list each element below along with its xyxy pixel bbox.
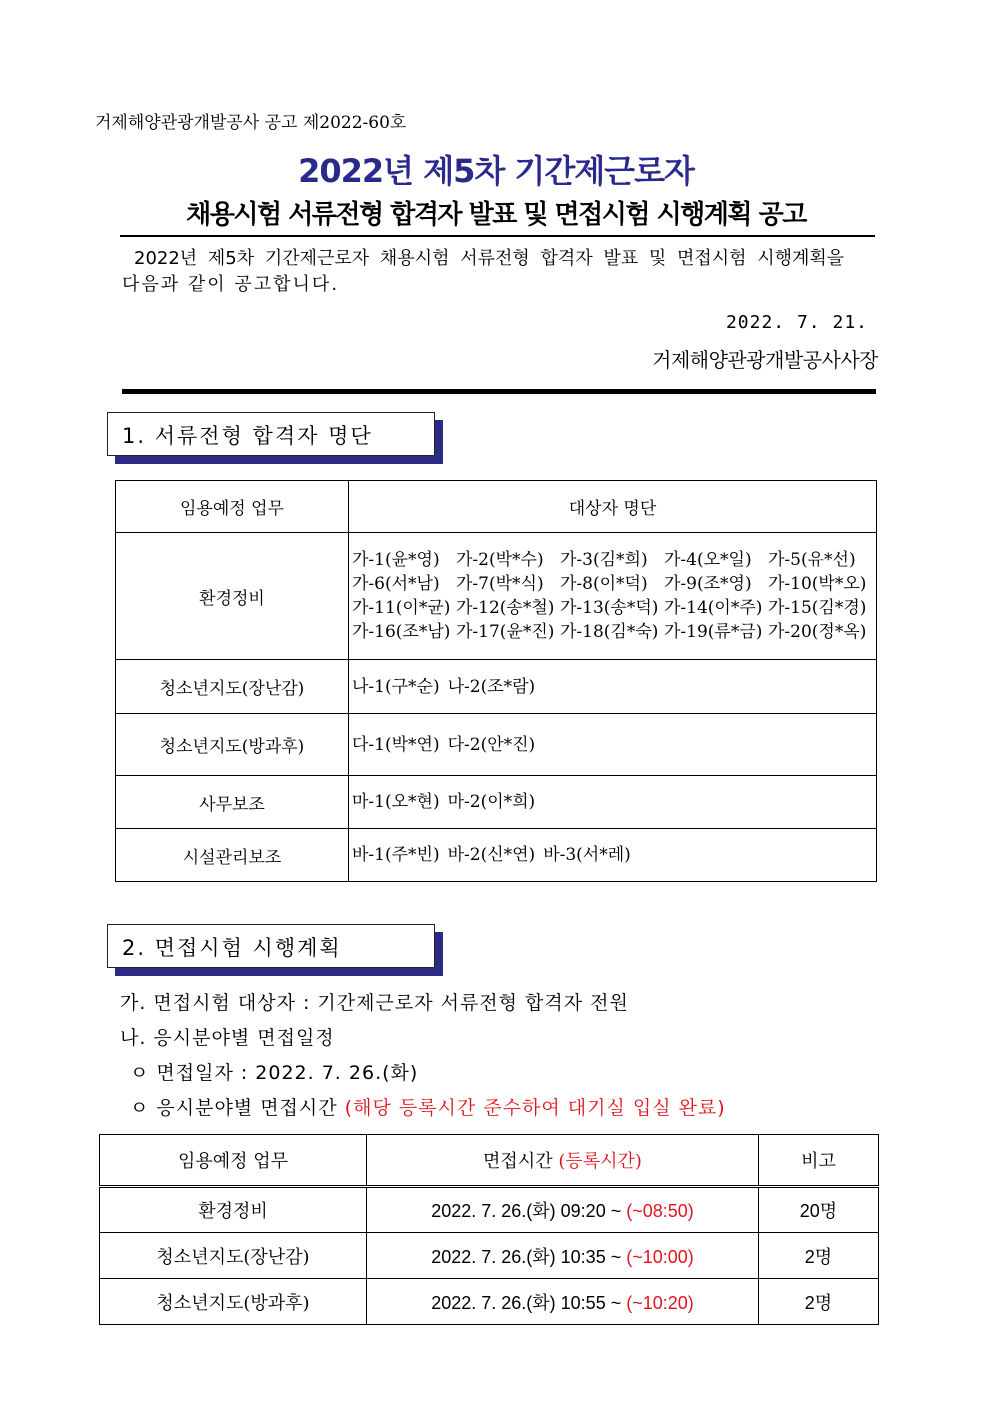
- item-ga: 가. 면접시험 대상자 : 기간제근로자 서류전형 합격자 전원: [120, 992, 629, 1014]
- candidate-name: 마-1(오*현): [352, 792, 440, 812]
- header-time-label: 면접시간: [483, 1151, 553, 1172]
- candidate-name: 가-2(박*수): [456, 550, 544, 570]
- names-cell: [349, 660, 877, 714]
- candidate-name: 가-19(류*금): [664, 622, 763, 642]
- note-cell: 2명: [759, 1233, 879, 1279]
- duty-cell: 환경정비: [100, 1187, 367, 1233]
- candidate-name: 가-17(윤*진): [456, 622, 555, 642]
- names-cell: [349, 829, 877, 882]
- candidate-name: 다-2(안*진): [447, 734, 536, 755]
- table-row: [100, 1187, 879, 1233]
- candidate-name: 가-16(조*남): [352, 622, 451, 642]
- candidate-name: 가-4(오*일): [664, 550, 752, 570]
- intro-paragraph: [122, 246, 872, 298]
- table-row: [116, 533, 877, 660]
- item-na: 나. 응시분야별 면접일정: [120, 1027, 335, 1049]
- time-cell: [367, 1279, 759, 1325]
- note-cell: 20명: [759, 1187, 879, 1233]
- candidate-name: 가-12(송*철): [456, 598, 555, 618]
- interview-time: 2022. 7. 26.(화) 10:35 ~: [431, 1246, 622, 1267]
- table-row: [100, 1233, 879, 1279]
- interview-time: 2022. 7. 26.(화) 10:55 ~: [431, 1292, 622, 1313]
- issuer-name: 거제해양관광개발공사사장: [652, 348, 878, 372]
- time-cell: [367, 1233, 759, 1279]
- header-names: 대상자 명단: [349, 481, 877, 533]
- duty-cell: 청소년지도(방과후): [116, 714, 349, 776]
- candidate-name: 가-6(서*남): [352, 574, 440, 594]
- title-divider: [120, 235, 875, 237]
- title-line-1: 2022년 제5차 기간제근로자: [298, 152, 694, 190]
- candidate-name: 다-1(박*연): [352, 734, 440, 755]
- candidate-name: 마-2(이*희): [447, 792, 536, 812]
- candidate-name: 바-2(신*연): [447, 845, 536, 865]
- bullet-interview-time: [130, 1093, 726, 1120]
- header-note: 비고: [759, 1135, 879, 1187]
- registration-time: (~08:50): [626, 1201, 694, 1221]
- section2-heading-box: [107, 924, 435, 968]
- table-row: [116, 660, 877, 714]
- candidate-name: 가-13(송*덕): [560, 598, 659, 618]
- header-duty: 임용예정 업무: [116, 481, 349, 533]
- notice-number: 거제해양관광개발공사 공고 제2022-60호: [95, 113, 407, 133]
- note-cell: 2명: [759, 1279, 879, 1325]
- notice-date: 2022. 7. 21.: [725, 312, 868, 333]
- registration-time: (~10:20): [626, 1292, 694, 1313]
- candidate-name: 가-11(이*균): [352, 598, 451, 618]
- bullet-interview-time-text: ㅇ 응시분야별 면접시간: [130, 1097, 338, 1119]
- candidate-name: 가-15(김*경): [768, 598, 867, 618]
- table-row: [100, 1279, 879, 1325]
- table-row: [116, 776, 877, 829]
- duty-cell: 사무보조: [116, 776, 349, 829]
- registration-time: (~10:00): [626, 1246, 694, 1267]
- header-time: [367, 1135, 759, 1187]
- duty-cell: 청소년지도(장난감): [100, 1233, 367, 1279]
- table-row: [116, 714, 877, 776]
- table-header-row: [100, 1135, 879, 1187]
- candidate-name: 가-5(유*선): [768, 550, 856, 570]
- table-row: [116, 829, 877, 882]
- header-divider: [122, 389, 876, 394]
- table-header-row: [116, 481, 877, 533]
- candidate-name: 바-1(주*빈): [352, 845, 440, 865]
- candidate-name: 가-1(윤*영): [352, 550, 440, 570]
- section1-title: 1. 서류전형 합격자 명단: [122, 424, 373, 448]
- candidate-name: 나-1(구*순): [352, 676, 440, 697]
- candidate-name: 가-10(박*오): [768, 574, 867, 594]
- candidate-name: 가-7(박*식): [456, 574, 544, 594]
- intro-line-1: 2022년 제5차 기간제근로자 채용시험 서류전형 합격자 발표 및 면접시험 시행계획을: [134, 248, 845, 269]
- section1-heading-box: [107, 412, 435, 456]
- candidate-name: 가-8(이*덕): [560, 574, 648, 594]
- duty-cell: 환경정비: [116, 533, 349, 660]
- time-cell: [367, 1187, 759, 1233]
- candidate-name: 가-20(정*옥): [768, 622, 867, 642]
- duty-cell: 청소년지도(장난감): [116, 660, 349, 714]
- candidate-name: 나-2(조*람): [447, 676, 536, 697]
- bullet-interview-date: ㅇ 면접일자 : 2022. 7. 26.(화): [130, 1062, 419, 1084]
- candidate-name: 가-14(이*주): [664, 598, 763, 618]
- candidate-name: 바-3(서*레): [543, 845, 631, 865]
- title-line-2: 채용시험 서류전형 합격자 발표 및 면접시험 시행계획 공고: [186, 200, 806, 230]
- duty-cell: 시설관리보조: [116, 829, 349, 882]
- names-cell: [349, 533, 877, 660]
- header-duty: 임용예정 업무: [100, 1135, 367, 1187]
- section2-title: 2. 면접시험 시행계획: [122, 936, 342, 960]
- interview-time: 2022. 7. 26.(화) 09:20 ~: [431, 1201, 622, 1221]
- candidate-name: 가-3(김*희): [560, 550, 648, 570]
- document-pass-table: [115, 480, 877, 882]
- interview-schedule-table: [99, 1134, 879, 1325]
- candidate-name: 가-9(조*영): [664, 574, 752, 594]
- bullet-interview-time-note: (해당 등록시간 준수하여 대기실 입실 완료): [344, 1097, 726, 1119]
- duty-cell: 청소년지도(방과후): [100, 1279, 367, 1325]
- names-cell: [349, 714, 877, 776]
- header-time-registration: (등록시간): [558, 1151, 642, 1172]
- intro-line-2: 다음과 같이 공고합니다.: [122, 274, 340, 295]
- candidate-name: 가-18(김*숙): [560, 622, 659, 642]
- names-cell: [349, 776, 877, 829]
